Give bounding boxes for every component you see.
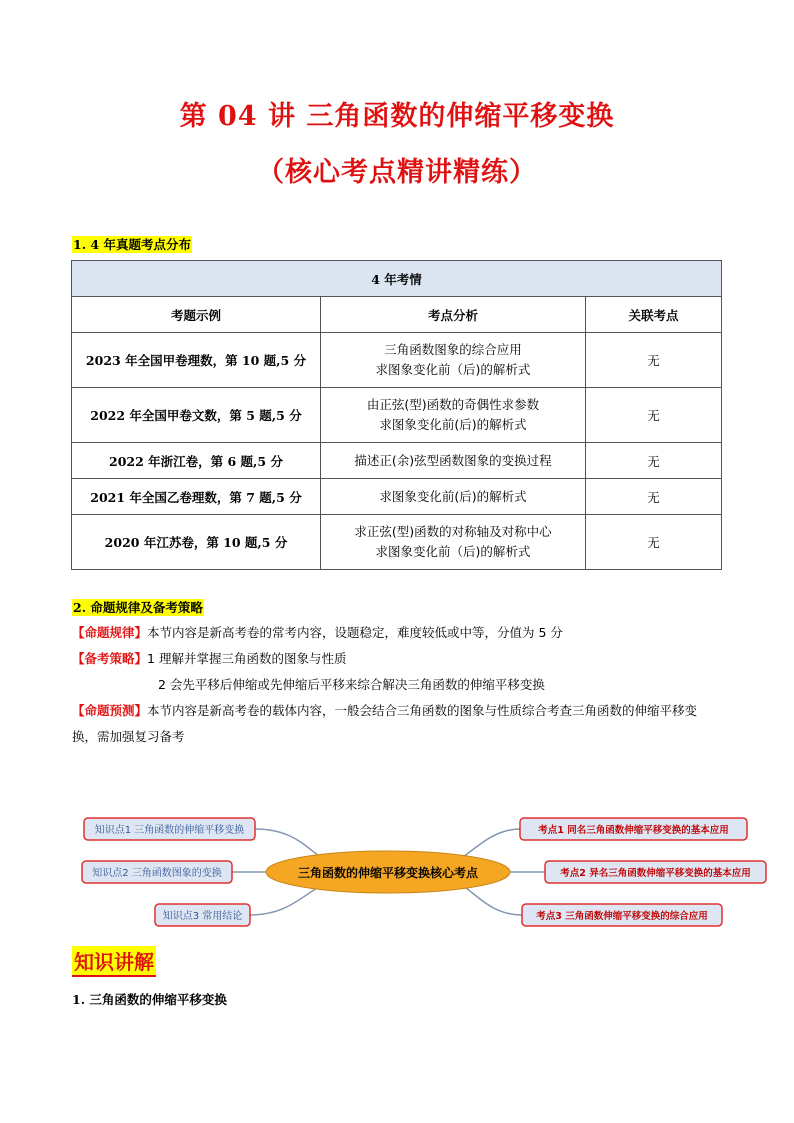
table-cell-analysis: 求正弦(型)函数的对称轴及对称中心 求图象变化前（后)的解析式 bbox=[321, 515, 586, 570]
table-cell-related: 无 bbox=[586, 388, 722, 443]
table-cell-example: 2020 年江苏卷，第 10 题,5 分 bbox=[72, 515, 321, 570]
table-cell-related: 无 bbox=[586, 479, 722, 515]
mindmap bbox=[0, 800, 794, 940]
table-cell-example: 2023 年全国甲卷理数，第 10 题,5 分 bbox=[72, 333, 321, 388]
section-heading-strategy: 2. 命题规律及备考策略 bbox=[73, 600, 203, 615]
table-cell-example: 2022 年全国甲卷文数，第 5 题,5 分 bbox=[72, 388, 321, 443]
strategy-paragraph-1: 【备考策略】1 理解并掌握三角函数的图象与性质 bbox=[72, 651, 347, 666]
mindmap-left-label-2: 知识点2 三角函数图象的变换 bbox=[92, 868, 222, 879]
table-row bbox=[72, 515, 722, 570]
mindmap-center-label: 三角函数的伸缩平移变换核心考点 bbox=[297, 866, 479, 880]
table-cell-related: 无 bbox=[586, 333, 722, 388]
table-row bbox=[72, 479, 722, 515]
table-cell-analysis: 由正弦(型)函数的奇偶性求参数 求图象变化前(后)的解析式 bbox=[321, 388, 586, 443]
table-row bbox=[72, 333, 722, 388]
section-heading-exam-distribution: 1. 4 年真题考点分布 bbox=[73, 237, 191, 252]
page-subtitle: （核心考点精讲精练） bbox=[257, 157, 537, 188]
table-cell-example: 2022 年浙江卷，第 6 题,5 分 bbox=[72, 443, 321, 479]
mindmap-left-label-3: 知识点3 常用结论 bbox=[162, 911, 243, 922]
mindmap-right-label-2: 考点2 异名三角函数伸缩平移变换的基本应用 bbox=[560, 868, 751, 879]
table-cell-analysis: 三角函数图象的综合应用 求图象变化前（后)的解析式 bbox=[321, 333, 586, 388]
table-cell-related: 无 bbox=[586, 443, 722, 479]
table-header-related: 关联考点 bbox=[586, 297, 722, 333]
strategy-paragraph-2: 2 会先平移后伸缩或先伸缩后平移来综合解决三角函数的伸缩平移变换 bbox=[158, 677, 545, 692]
table-header-example: 考题示例 bbox=[72, 297, 321, 333]
table-cell-analysis: 求图象变化前(后)的解析式 bbox=[321, 479, 586, 515]
predict-paragraph: 【命题预测】本节内容是新高考卷的载体内容，一般会结合三角函数的图象与性质综合考查三角函数的伸缩平移变换，需加强复习备考 bbox=[72, 703, 698, 744]
rule-paragraph: 【命题规律】本节内容是新高考卷的常考内容，设题稳定，难度较低或中等，分值为 5 分 bbox=[72, 625, 563, 640]
subsection-heading-1: 1. 三角函数的伸缩平移变换 bbox=[72, 992, 227, 1007]
mindmap-right-label-3: 考点3 三角函数伸缩平移变换的综合应用 bbox=[536, 911, 708, 922]
mindmap-left-label-1: 知识点1 三角函数的伸缩平移变换 bbox=[94, 825, 245, 836]
table-cell-related: 无 bbox=[586, 515, 722, 570]
table-header-analysis: 考点分析 bbox=[321, 297, 586, 333]
mindmap-right-label-1: 考点1 同名三角函数伸缩平移变换的基本应用 bbox=[538, 825, 729, 836]
knowledge-heading: 知识讲解 bbox=[72, 946, 156, 977]
exam-distribution-table bbox=[71, 260, 722, 570]
page-title: 第 04 讲 三角函数的伸缩平移变换 bbox=[179, 101, 615, 132]
table-cell-example: 2021 年全国乙卷理数，第 7 题,5 分 bbox=[72, 479, 321, 515]
table-row bbox=[72, 388, 722, 443]
table-row bbox=[72, 443, 722, 479]
table-cell-analysis: 描述正(余)弦型函数图象的变换过程 bbox=[321, 443, 586, 479]
table-caption: 4 年考情 bbox=[72, 261, 722, 297]
